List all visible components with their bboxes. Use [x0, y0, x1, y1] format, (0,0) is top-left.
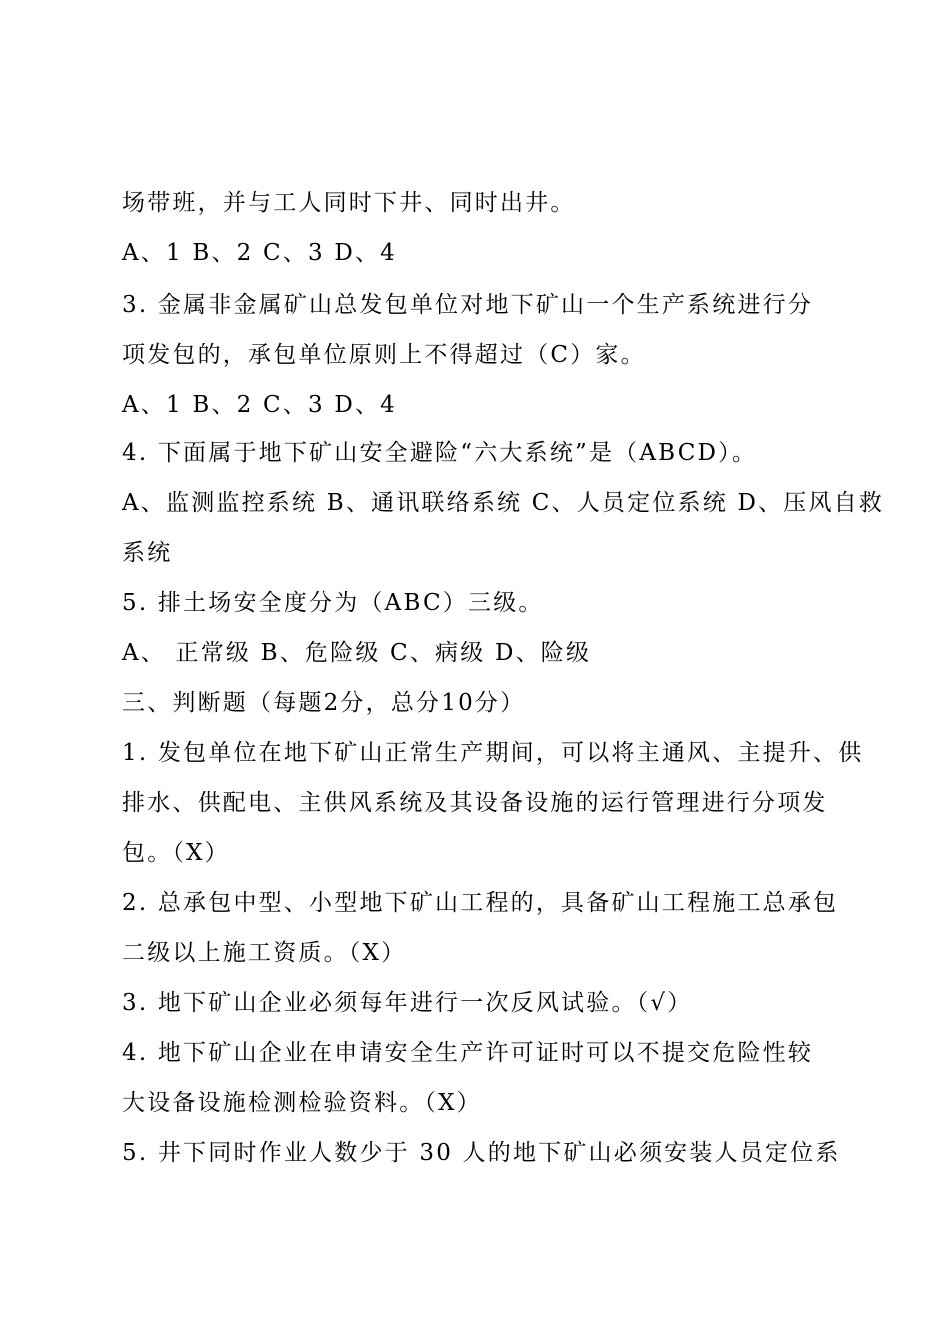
answer-options-line: A、1 B、2 C、3 D、4	[122, 392, 398, 418]
question-line: 2. 总承包中型、小型地下矿山工程的，具备矿山工程施工总承包	[122, 890, 839, 916]
question-line: 4. 下面属于地下矿山安全避险“六大系统”是（ABCD）。	[122, 440, 758, 466]
question-line: 4. 地下矿山企业在申请安全生产许可证时可以不提交危险性较	[122, 1040, 814, 1066]
question-line: 3. 地下矿山企业必须每年进行一次反风试验。（√）	[122, 990, 693, 1016]
text-line: 场带班，并与工人同时下井、同时出井。	[122, 190, 576, 216]
answer-options-line: A、1 B、2 C、3 D、4	[122, 240, 398, 266]
section-heading: 三、判断题（每题2分，总分10分）	[122, 690, 526, 716]
question-line: 3. 金属非金属矿山总发包单位对地下矿山一个生产系统进行分	[122, 292, 814, 318]
answer-options-line: A、 正常级 B、危险级 C、病级 D、险级	[122, 640, 592, 666]
answer-options-line: A、监测监控系统 B、通讯联络系统 C、人员定位系统 D、压风自救	[122, 490, 885, 516]
text-line: 包。（X）	[122, 840, 230, 866]
text-line: 大设备设施检测检验资料。（X）	[122, 1090, 482, 1116]
text-line: 系统	[122, 540, 173, 566]
text-line: 排水、供配电、主供风系统及其设备设施的运行管理进行分项发	[122, 790, 828, 816]
text-line: 二级以上施工资质。（X）	[122, 940, 407, 966]
question-line: 5. 排土场安全度分为（ABC）三级。	[122, 590, 544, 616]
question-line: 5. 井下同时作业人数少于 30 人的地下矿山必须安装人员定位系	[122, 1140, 841, 1166]
question-line: 1. 发包单位在地下矿山正常生产期间，可以将主通风、主提升、供	[122, 740, 864, 766]
text-line: 项发包的，承包单位原则上不得超过（C）家。	[122, 342, 646, 368]
